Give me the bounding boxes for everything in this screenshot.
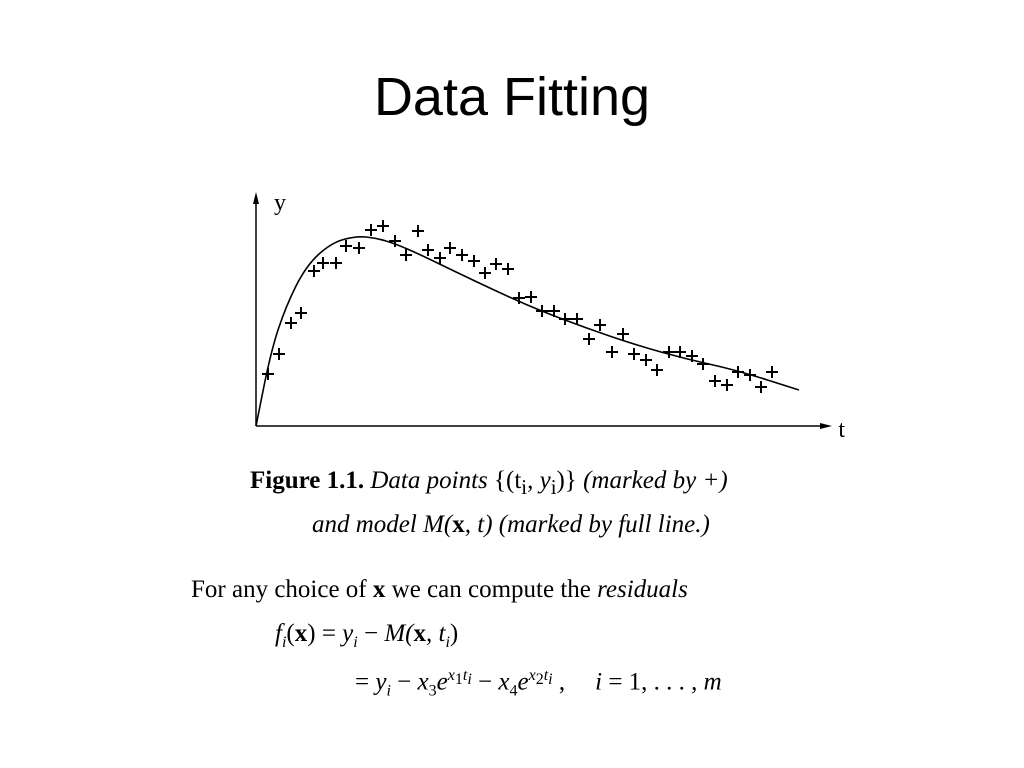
- residual-equation-1: [275, 620, 458, 652]
- model-x: x: [452, 511, 465, 538]
- data-point: [755, 381, 767, 393]
- equals-sign: =: [315, 620, 343, 647]
- data-fitting-plot: [236, 180, 846, 442]
- x-axis-arrowhead: [820, 423, 832, 429]
- caption-model-text: and model: [312, 511, 417, 538]
- x4-symbol: x: [498, 668, 510, 696]
- model-symbol: M(: [384, 620, 414, 647]
- set-open: {(t: [494, 467, 522, 494]
- exp2-t: t: [543, 667, 549, 684]
- residuals-sentence: [191, 573, 891, 607]
- data-point: [721, 379, 733, 391]
- data-point: [732, 366, 744, 378]
- data-point: [686, 350, 698, 362]
- x4-sub: 4: [509, 682, 518, 700]
- model-open: M(: [423, 511, 453, 538]
- data-point: [330, 257, 342, 269]
- minus-sign-1: −: [390, 668, 418, 696]
- x3-sub: 3: [428, 682, 437, 700]
- data-point: [548, 305, 560, 317]
- data-point: [651, 364, 663, 376]
- data-point: [559, 313, 571, 325]
- caption-set-expression: [494, 467, 577, 499]
- caption-model-expression: [423, 511, 492, 538]
- exp-e-2: e: [517, 668, 529, 696]
- caption-line-2: [250, 506, 890, 544]
- slide-title: Data Fitting: [373, 67, 651, 127]
- f-symbol: f: [275, 620, 282, 647]
- data-point: [628, 348, 640, 360]
- data-point: [502, 263, 514, 275]
- y-sub: i: [353, 634, 358, 651]
- y-axis-arrowhead: [253, 192, 259, 204]
- minus-sign: −: [357, 620, 385, 647]
- data-point: [536, 305, 548, 317]
- exp1-t-sub: i: [467, 671, 472, 689]
- data-point: [617, 328, 629, 340]
- data-point: [709, 375, 721, 387]
- minus-sign-2: −: [471, 668, 499, 696]
- model-t-sub: i: [445, 634, 450, 651]
- caption-text: Data points: [370, 467, 488, 494]
- paren-close: ): [307, 620, 316, 647]
- data-point: [606, 346, 618, 358]
- data-point: [594, 319, 606, 331]
- model-curve: [256, 237, 799, 426]
- y-axis-label: y: [274, 190, 286, 216]
- model-arg-t: , t: [426, 620, 446, 647]
- y-symbol: y: [342, 620, 354, 647]
- model-arg-x: x: [413, 620, 426, 647]
- caption-label: Figure 1.1.: [250, 467, 365, 494]
- data-point: [262, 368, 274, 380]
- sentence-middle: we can compute the: [391, 576, 591, 603]
- data-point: [422, 244, 434, 256]
- data-point: [468, 255, 480, 267]
- exp1-x: x: [447, 667, 455, 684]
- residual-equation-2: [355, 667, 722, 700]
- sentence-start: For any choice of: [191, 576, 367, 603]
- data-point: [273, 348, 285, 360]
- data-point: [456, 249, 468, 261]
- exp2-x-sub: 2: [535, 671, 544, 689]
- data-point: [697, 358, 709, 370]
- exp2-x: x: [528, 667, 536, 684]
- paren-open: (: [286, 620, 295, 647]
- data-point: [640, 354, 652, 366]
- set-mid: , y: [527, 467, 551, 494]
- index-range: = 1, . . . ,: [602, 668, 704, 696]
- data-point: [444, 242, 456, 254]
- data-point: [285, 317, 297, 329]
- residuals-word: residuals: [597, 576, 688, 603]
- data-point: [490, 258, 502, 270]
- figure-caption: [250, 462, 890, 544]
- data-point: [766, 366, 778, 378]
- model-close: , t): [464, 511, 493, 538]
- x3-symbol: x: [417, 668, 429, 696]
- data-point: [377, 220, 389, 232]
- equals-sign: =: [355, 668, 376, 696]
- exp2-t-sub: i: [548, 671, 553, 689]
- data-point: [513, 292, 525, 304]
- data-point: [295, 307, 307, 319]
- data-point: [365, 224, 377, 236]
- data-point: [317, 257, 329, 269]
- arg-x: x: [294, 620, 308, 647]
- comma: ,: [552, 668, 566, 696]
- data-point: [583, 333, 595, 345]
- plot-marks: [256, 220, 799, 426]
- exp-e-1: e: [436, 668, 448, 696]
- set-sub-2: i: [550, 475, 557, 499]
- data-point: [663, 346, 675, 358]
- caption-line-note: (marked by full line.): [498, 511, 710, 538]
- y-symbol: y: [375, 668, 387, 696]
- data-point: [340, 240, 352, 252]
- m-symbol: m: [703, 668, 722, 696]
- y-sub: i: [386, 682, 391, 700]
- f-sub: i: [281, 634, 287, 651]
- exponent-1: [447, 667, 472, 689]
- data-point: [308, 265, 320, 277]
- index-symbol: i: [595, 668, 603, 696]
- data-point: [525, 291, 537, 303]
- data-point: [479, 267, 491, 279]
- x-symbol: x: [372, 576, 386, 603]
- model-close-paren: ): [449, 620, 459, 647]
- exponent-2: [528, 667, 553, 689]
- data-point: [412, 225, 424, 237]
- data-point: [353, 242, 365, 254]
- caption-marker-note: (marked by +): [583, 467, 728, 494]
- data-point: [744, 369, 756, 381]
- exp1-t: t: [462, 667, 468, 684]
- set-sub-1: i: [521, 475, 528, 499]
- exp1-x-sub: 1: [454, 671, 463, 689]
- set-close: )}: [556, 467, 577, 494]
- x-axis-label: t: [838, 417, 845, 443]
- caption-line-1: [250, 462, 890, 506]
